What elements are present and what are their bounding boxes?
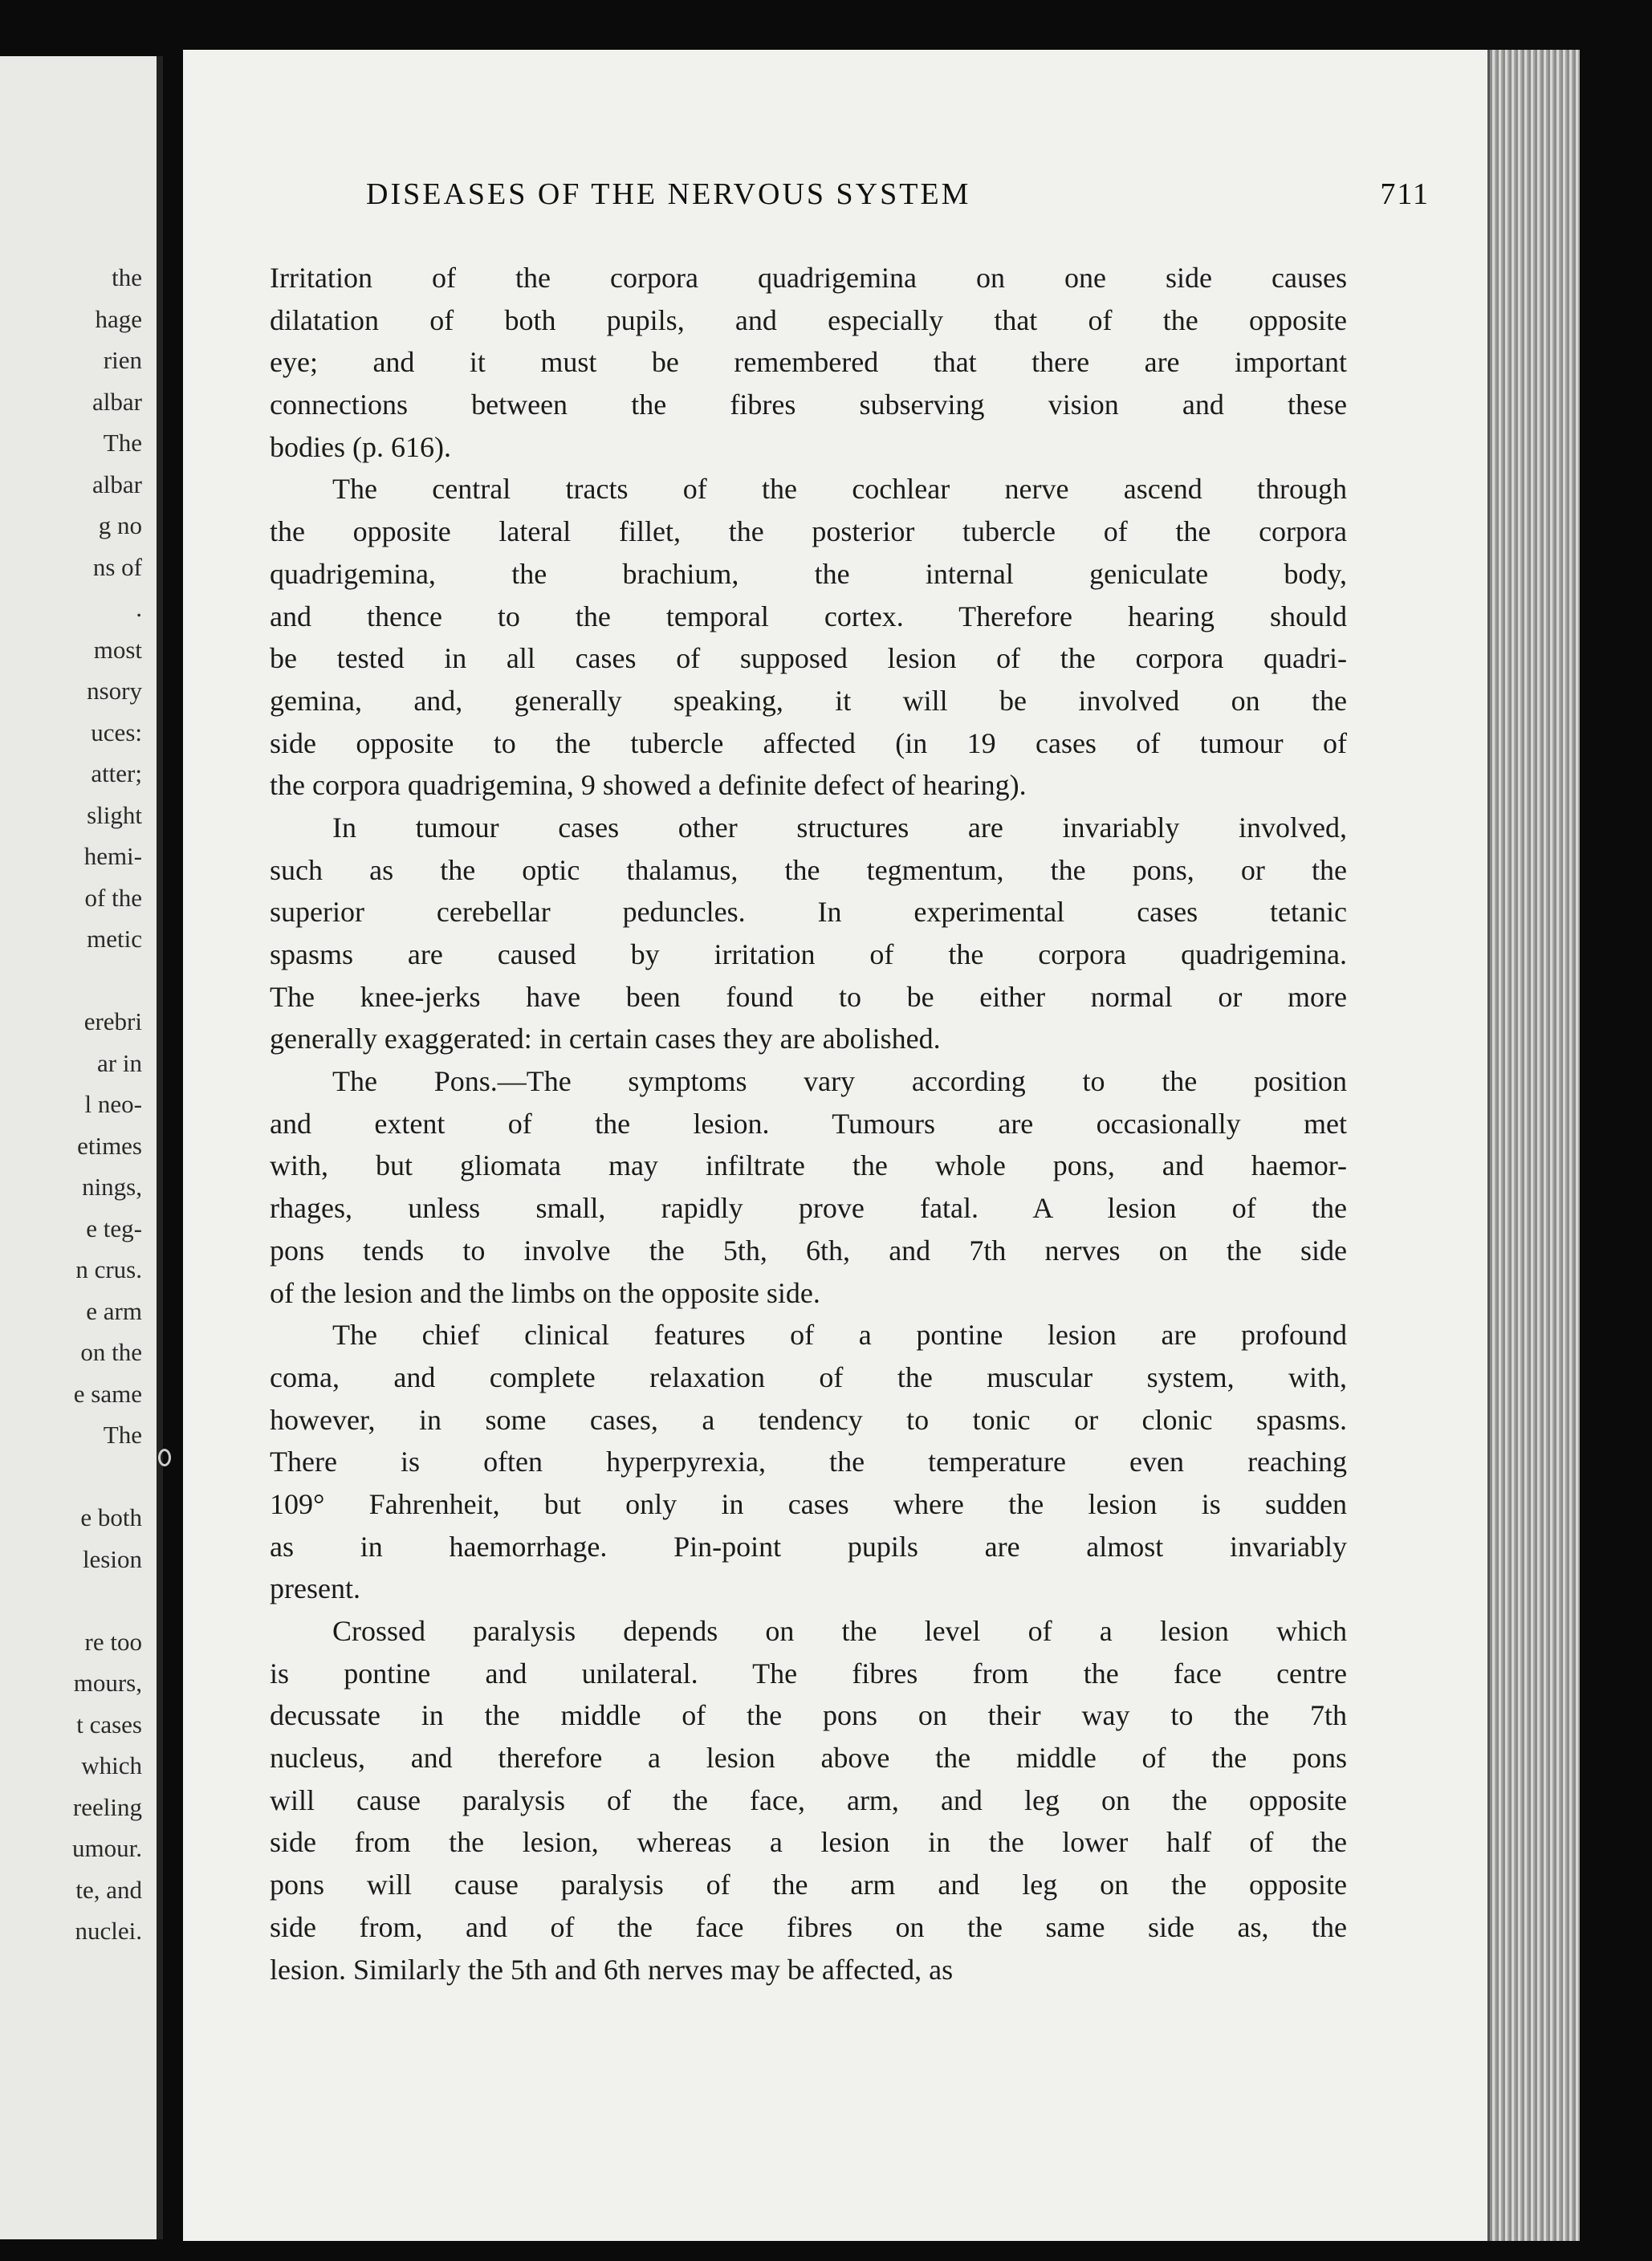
text-line: spasms are caused by irritation of the corpora quadrigemina. <box>270 938 1347 970</box>
left-page-fragment: The <box>103 1421 142 1449</box>
text-line: There is often hyperpyrexia, the temperature even reaching <box>270 1446 1347 1478</box>
text-line: pons will cause paralysis of the arm and leg on the opposite <box>270 1869 1347 1901</box>
left-page-fragment: nsory <box>87 677 142 705</box>
left-page-fragment: e same <box>73 1379 142 1408</box>
left-page-fragment: ns of <box>92 552 142 581</box>
text-line: however, in some cases, a tendency to tonic or clonic spasms. <box>270 1403 1347 1436</box>
left-page-fragment: . <box>136 594 142 622</box>
text-line: bodies (p. 616). <box>270 430 451 463</box>
text-line: The central tracts of the cochlear nerve ascend through <box>332 473 1347 506</box>
left-page-fragment: erebri <box>83 1007 142 1035</box>
text-line: Irritation of the corpora quadrigemina on one side causes <box>270 262 1347 294</box>
left-page-fragment: lesion <box>82 1544 142 1573</box>
text-line: connections between the fibres subserving vision and these <box>270 388 1347 421</box>
left-page-fragment: te, and <box>75 1875 142 1904</box>
left-page-fragment: the <box>112 263 142 291</box>
text-line: will cause paralysis of the face, arm, and leg on the opposite <box>270 1783 1347 1816</box>
text-line: side from, and of the face fibres on the same side as, the <box>270 1910 1347 1943</box>
text-line: is pontine and unilateral. The fibres from the face centre <box>270 1657 1347 1690</box>
left-page-fragment: mours, <box>73 1669 142 1697</box>
text-line: gemina, and, generally speaking, it will be involved on the <box>270 684 1347 717</box>
page <box>183 50 1580 2241</box>
text-line: present. <box>270 1572 360 1605</box>
left-page-fragment: e teg- <box>86 1214 142 1242</box>
text-line: side opposite to the tubercle affected (in 19 cases of tumour of <box>270 726 1347 759</box>
text-line: rhages, unless small, rapidly prove fatal. A lesion of the <box>270 1192 1347 1225</box>
text-line: side from the lesion, whereas a lesion in the lower half of the <box>270 1826 1347 1859</box>
text-line: of the lesion and the limbs on the opposite side. <box>270 1276 820 1309</box>
text-line: coma, and complete relaxation of the muscular system, with, <box>270 1360 1347 1393</box>
left-page-fragment: which <box>81 1751 142 1779</box>
left-page-fragment: rien <box>103 346 142 374</box>
body-text <box>270 257 1347 1991</box>
text-line: the corpora quadrigemina, 9 showed a definite defect of hearing). <box>270 769 1027 802</box>
left-page-fragment: nuclei. <box>75 1917 142 1945</box>
page-block-edges <box>1487 50 1580 2241</box>
left-page-fragment: umour. <box>72 1834 142 1862</box>
left-page-fragment: etimes <box>77 1131 142 1160</box>
page-number: 711 <box>1380 177 1430 211</box>
text-line: Crossed paralysis depends on the level of a lesion which <box>332 1615 1347 1647</box>
text-line: lesion. Similarly the 5th and 6th nerves may be affected, as <box>270 1953 954 1986</box>
text-line: The knee-jerks have been found to be either normal or more <box>270 980 1347 1013</box>
text-line: and extent of the lesion. Tumours are occasionally met <box>270 1107 1347 1140</box>
left-page-fragment: albar <box>92 470 142 498</box>
left-page-fragment: on the <box>80 1338 142 1366</box>
left-page-fragment: atter; <box>91 759 142 787</box>
text-line: eye; and it must be remembered that there are important <box>270 346 1347 379</box>
text-line: In tumour cases other structures are invariably involved, <box>332 811 1347 844</box>
left-page-fragment: reeling <box>72 1792 142 1821</box>
text-line: The chief clinical features of a pontine lesion are profound <box>332 1319 1347 1352</box>
text-line: superior cerebellar peduncles. In experimental cases tetanic <box>270 896 1347 929</box>
left-page-fragment: most <box>93 635 142 664</box>
text-line: The Pons.—The symptoms vary according to the position <box>332 1065 1347 1098</box>
left-page-fragment: uces: <box>91 718 142 746</box>
text-line: such as the optic thalamus, the tegmentum, the pons, or the <box>270 853 1347 886</box>
text-line: as in haemorrhage. Pin-point pupils are almost invariably <box>270 1530 1347 1563</box>
text-line: with, but gliomata may infiltrate the whole pons, and haemor- <box>270 1149 1347 1182</box>
left-page-fragment: t cases <box>76 1710 142 1738</box>
left-page-fragment: re too <box>84 1627 142 1656</box>
left-page-fragment: hemi- <box>83 842 142 870</box>
text-line: the opposite lateral fillet, the posterior tubercle of the corpora <box>270 515 1347 548</box>
running-title: DISEASES OF THE NERVOUS SYSTEM <box>366 177 971 211</box>
left-page-fragment: slight <box>87 800 142 829</box>
text-line: pons tends to involve the 5th, 6th, and 7th nerves on the side <box>270 1234 1347 1267</box>
left-page-fragment: e arm <box>86 1296 142 1325</box>
text-line: dilatation of both pupils, and especially that of the opposite <box>270 303 1347 336</box>
text-line: generally exaggerated: in certain cases they are abolished. <box>270 1023 941 1055</box>
text-line: and thence to the temporal cortex. Therefore hearing should <box>270 600 1347 632</box>
left-page-fragment: l neo- <box>84 1090 142 1118</box>
left-page-fragment: g no <box>98 511 142 539</box>
text-line: quadrigemina, the brachium, the internal geniculate body, <box>270 557 1347 590</box>
left-page-fragment: albar <box>92 387 142 416</box>
left-page-fragment: of the <box>84 883 142 912</box>
gutter-mark <box>158 1449 171 1466</box>
text-line: 109° Fahrenheit, but only in cases where the lesion is sudden <box>270 1487 1347 1520</box>
text-line: nucleus, and therefore a lesion above the middle of the pons <box>270 1742 1347 1775</box>
left-page-fragment: nings, <box>82 1173 142 1201</box>
text-line: decussate in the middle of the pons on their way to the 7th <box>270 1699 1347 1732</box>
left-page-fragment: n crus. <box>75 1255 142 1283</box>
text-line: be tested in all cases of supposed lesion of the corpora quadri- <box>270 642 1347 675</box>
left-page-fragment: hage <box>95 304 142 333</box>
left-page-fragment: The <box>103 429 142 457</box>
left-page-fragment: metic <box>87 925 142 953</box>
left-page-fragment: e both <box>80 1503 142 1531</box>
left-page-fragment: ar in <box>97 1048 142 1077</box>
previous-page-edge <box>0 56 163 2239</box>
